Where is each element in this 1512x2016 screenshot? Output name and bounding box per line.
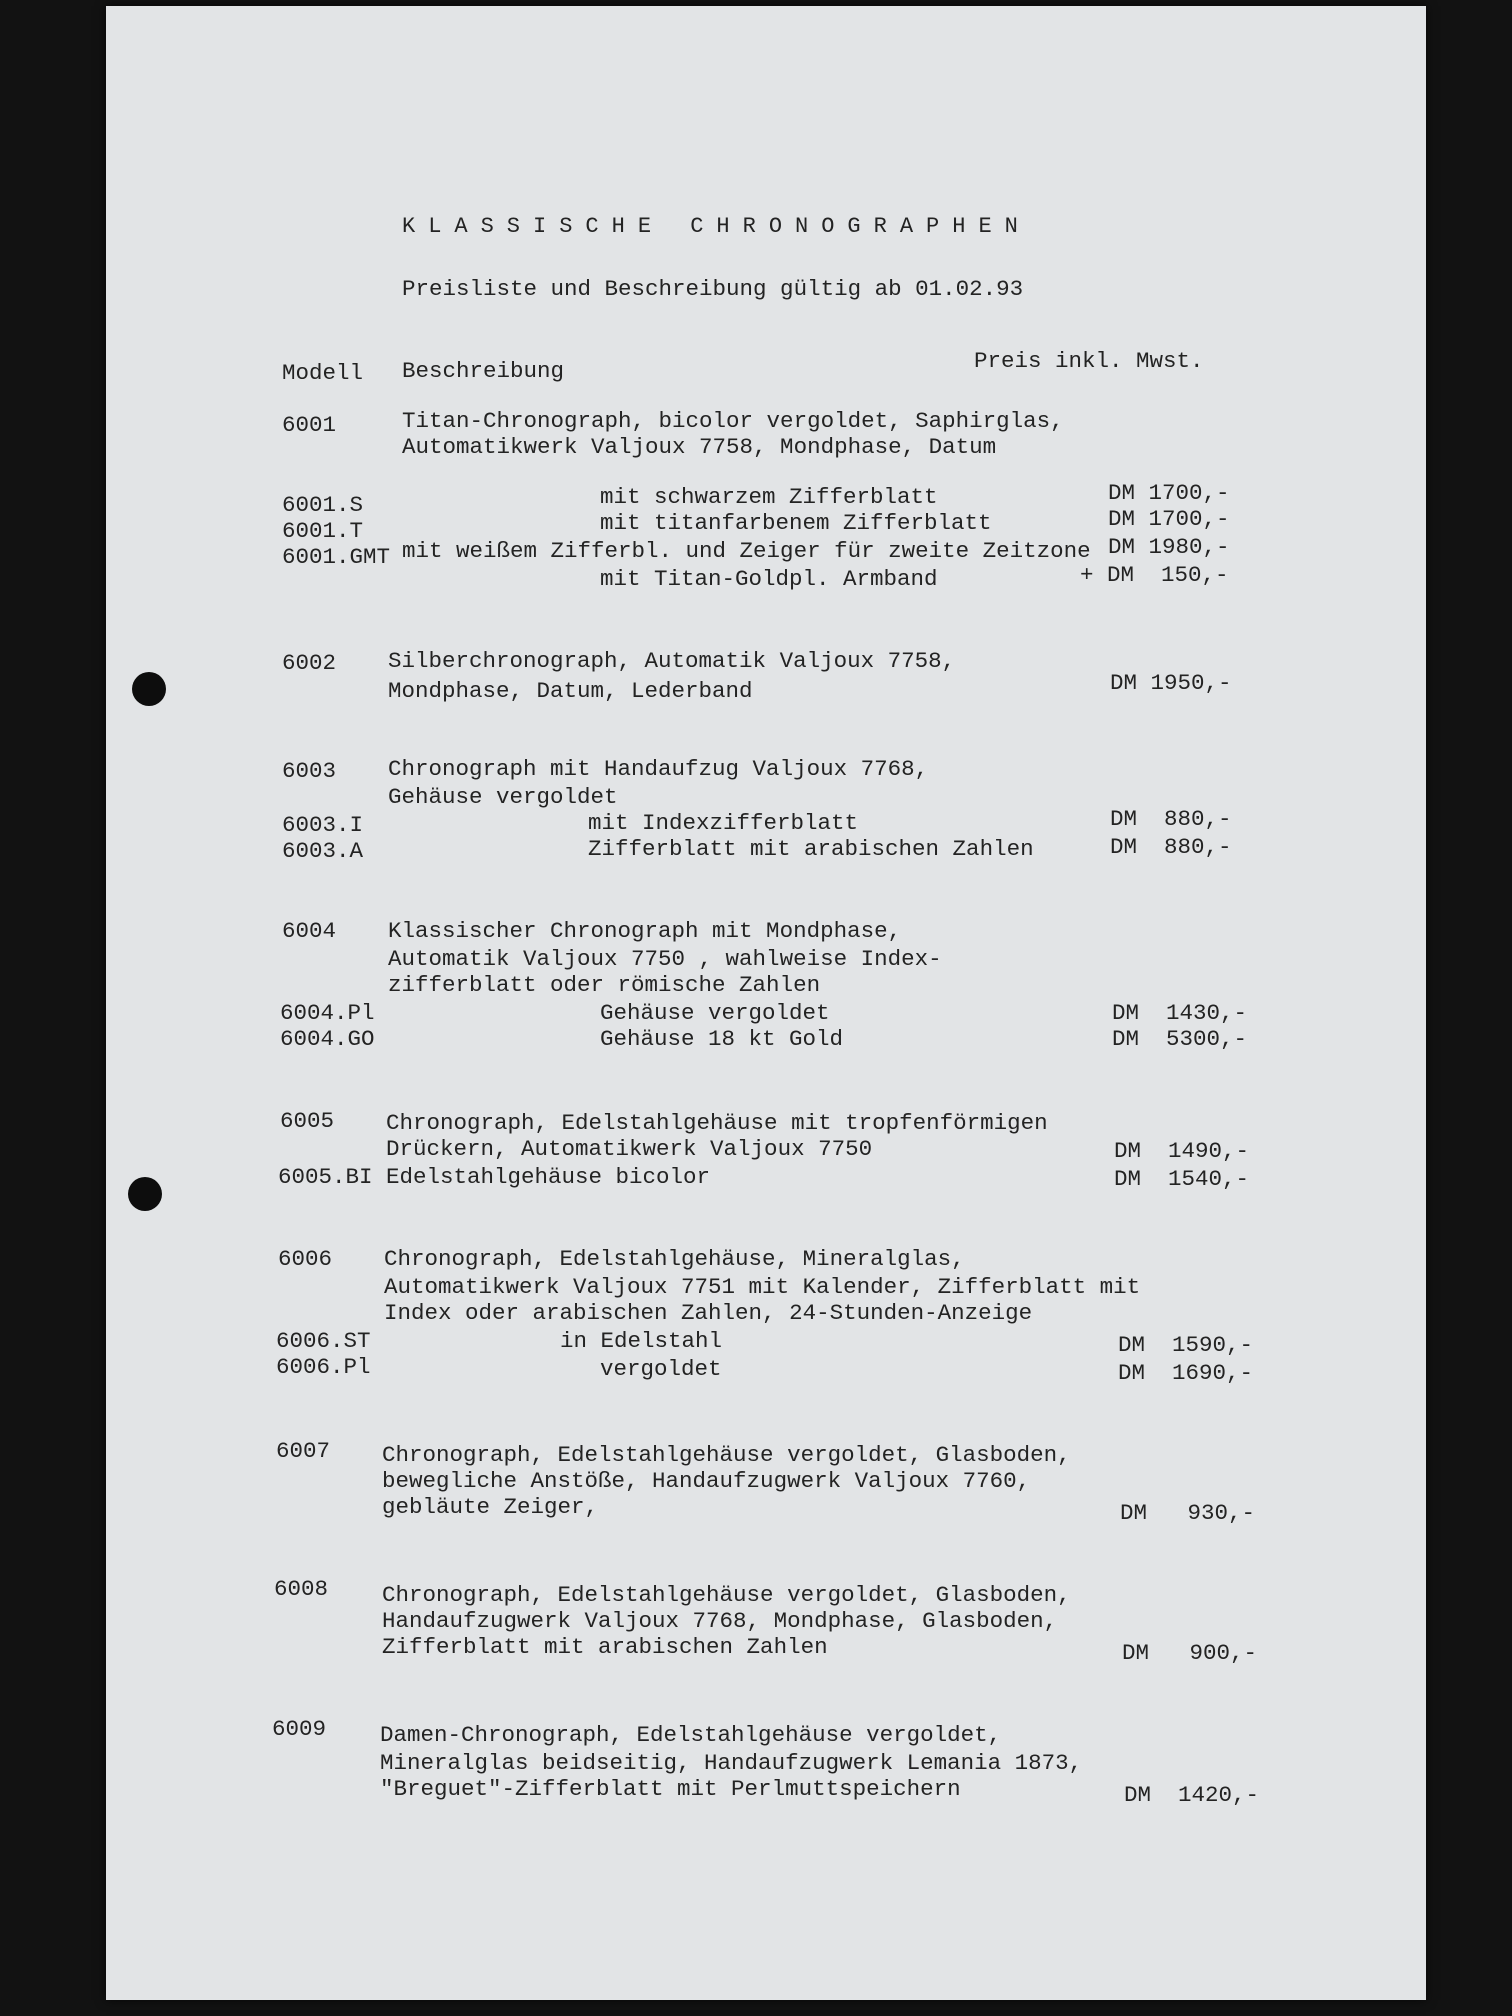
header-price: Preis inkl. Mwst.: [974, 348, 1204, 374]
price-value: DM 1700,-: [1108, 506, 1230, 532]
description-line: Drückern, Automatikwerk Valjoux 7750: [386, 1136, 873, 1162]
price-value: DM 930,-: [1120, 1500, 1256, 1526]
description-line: Gehäuse vergoldet: [600, 1000, 830, 1026]
description-line: Edelstahlgehäuse bicolor: [386, 1164, 711, 1190]
model-number: 6004.GO: [280, 1026, 375, 1052]
description-line: Automatik Valjoux 7750 , wahlweise Index-: [388, 946, 942, 972]
description-line: Gehäuse vergoldet: [388, 784, 618, 810]
description-line: mit weißem Zifferbl. und Zeiger für zweite Zeitzone: [402, 538, 1091, 564]
price-value: DM 880,-: [1110, 806, 1232, 832]
description-line: mit schwarzem Zifferblatt: [600, 484, 938, 510]
description-line: bewegliche Anstöße, Handaufzugwerk Valjoux 7760,: [382, 1468, 1031, 1494]
header-model: Modell: [282, 360, 364, 386]
model-number: 6005.BI: [278, 1164, 373, 1190]
description-line: mit Titan-Goldpl. Armband: [600, 566, 938, 592]
description-line: Handaufzugwerk Valjoux 7768, Mondphase, Glasboden,: [382, 1608, 1058, 1634]
model-number: 6003.A: [282, 838, 364, 864]
price-value: DM 5300,-: [1112, 1026, 1248, 1052]
model-number: 6004.Pl: [280, 1000, 375, 1026]
price-value: DM 1980,-: [1108, 534, 1230, 560]
description-line: Gehäuse 18 kt Gold: [600, 1026, 844, 1052]
description-line: "Breguet"-Zifferblatt mit Perlmuttspeichern: [380, 1776, 961, 1802]
model-number: 6001.GMT: [282, 544, 391, 570]
price-value: DM 1430,-: [1112, 1000, 1248, 1026]
price-value: DM 1590,-: [1118, 1332, 1254, 1358]
price-value: DM 1490,-: [1114, 1138, 1250, 1164]
description-line: Chronograph, Edelstahlgehäuse vergoldet, Glasboden,: [382, 1442, 1071, 1468]
model-number: 6001.S: [282, 492, 364, 518]
model-number: 6007: [276, 1438, 331, 1464]
description-line: Chronograph, Edelstahlgehäuse vergoldet, Glasboden,: [382, 1582, 1071, 1608]
description-line: Damen-Chronograph, Edelstahlgehäuse vergoldet,: [380, 1722, 1002, 1748]
description-line: Mondphase, Datum, Lederband: [388, 678, 753, 704]
punch-hole-upper: [132, 672, 166, 706]
price-value: + DM 150,-: [1080, 562, 1229, 588]
description-line: mit titanfarbenem Zifferblatt: [600, 510, 992, 536]
model-number: 6001: [282, 412, 337, 438]
model-number: 6006.ST: [276, 1328, 371, 1354]
description-line: gebläute Zeiger,: [382, 1494, 599, 1520]
document-subtitle: Preisliste und Beschreibung gültig ab 01.02.93: [402, 276, 1024, 302]
price-value: DM 880,-: [1110, 834, 1232, 860]
model-number: 6002: [282, 650, 337, 676]
model-number: 6009: [272, 1716, 327, 1742]
price-list-sheet: [106, 6, 1426, 2000]
model-number: 6006: [278, 1246, 333, 1272]
price-value: DM 1540,-: [1114, 1166, 1250, 1192]
description-line: vergoldet: [600, 1356, 722, 1382]
description-line: Klassischer Chronograph mit Mondphase,: [388, 918, 902, 944]
punch-hole-lower: [128, 1177, 162, 1211]
price-value: DM 1690,-: [1118, 1360, 1254, 1386]
model-number: 6003: [282, 758, 337, 784]
description-line: Chronograph, Edelstahlgehäuse, Mineralglas,: [384, 1246, 965, 1272]
description-line: Zifferblatt mit arabischen Zahlen: [588, 836, 1034, 862]
description-line: Index oder arabischen Zahlen, 24-Stunden-Anzeige: [384, 1300, 1033, 1326]
description-line: Chronograph mit Handaufzug Valjoux 7768,: [388, 756, 929, 782]
description-line: Titan-Chronograph, bicolor vergoldet, Saphirglas,: [402, 408, 1064, 434]
price-value: DM 900,-: [1122, 1640, 1258, 1666]
description-line: Automatikwerk Valjoux 7751 mit Kalender, Zifferblatt mit: [384, 1274, 1141, 1300]
model-number: 6003.I: [282, 812, 364, 838]
model-number: 6005: [280, 1108, 335, 1134]
description-line: Automatikwerk Valjoux 7758, Mondphase, Datum: [402, 434, 997, 460]
header-description: Beschreibung: [402, 358, 565, 384]
description-line: in Edelstahl: [560, 1328, 723, 1354]
model-number: 6004: [282, 918, 337, 944]
model-number: 6008: [274, 1576, 329, 1602]
price-value: DM 1700,-: [1108, 480, 1230, 506]
price-value: DM 1420,-: [1124, 1782, 1260, 1808]
description-line: zifferblatt oder römische Zahlen: [388, 972, 821, 998]
price-value: DM 1950,-: [1110, 670, 1232, 696]
description-line: mit Indexzifferblatt: [588, 810, 859, 836]
description-line: Mineralglas beidseitig, Handaufzugwerk Lemania 1873,: [380, 1750, 1083, 1776]
description-line: Silberchronograph, Automatik Valjoux 7758,: [388, 648, 956, 674]
document-title: KLASSISCHE CHRONOGRAPHEN: [402, 214, 1031, 239]
description-line: Chronograph, Edelstahlgehäuse mit tropfenförmigen: [386, 1110, 1048, 1136]
description-line: Zifferblatt mit arabischen Zahlen: [382, 1634, 828, 1660]
model-number: 6006.Pl: [276, 1354, 371, 1380]
model-number: 6001.T: [282, 518, 364, 544]
